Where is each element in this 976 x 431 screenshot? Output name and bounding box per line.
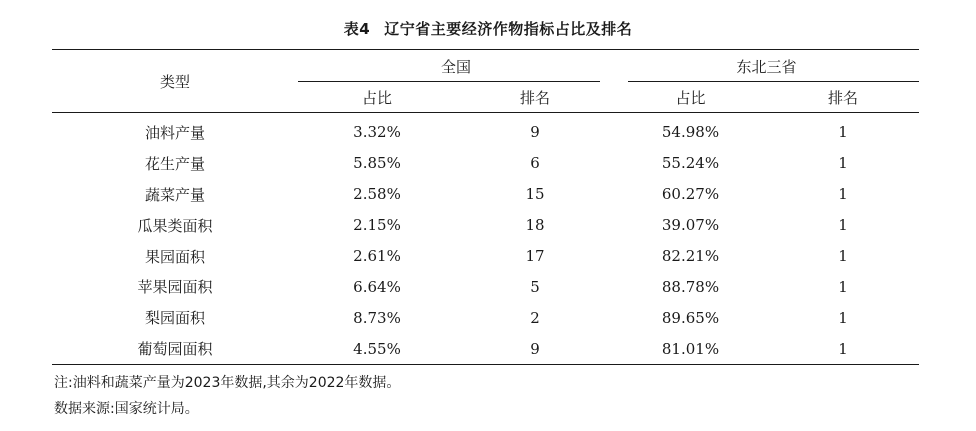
header-northeast-rank: 排名 — [767, 82, 919, 113]
header-group-national-label: 全国 — [440, 57, 471, 76]
national-share: 2.58% — [353, 185, 401, 204]
table-row — [52, 333, 919, 364]
northeast-rank: 1 — [838, 216, 848, 235]
northeast-share: 60.27% — [661, 185, 720, 204]
row-type: 瓜果类面积 — [137, 216, 213, 235]
northeast-share: 88.78% — [661, 277, 720, 296]
northeast-rank: 1 — [838, 339, 848, 358]
table-row — [52, 302, 919, 333]
national-share: 8.73% — [353, 308, 401, 327]
northeast-share: 89.65% — [661, 308, 720, 327]
northeast-rank: 1 — [838, 277, 848, 296]
header-northeast-share: 占比 — [614, 82, 767, 113]
header-national-share: 占比 — [298, 82, 456, 113]
national-share: 5.85% — [353, 154, 401, 173]
northeast-share: 54.98% — [661, 123, 720, 142]
header-group-national — [298, 50, 614, 83]
northeast-rank: 1 — [838, 247, 848, 265]
national-rank: 5 — [530, 277, 540, 296]
table-body — [52, 113, 919, 365]
national-share: 2.61% — [353, 247, 401, 265]
header-row-groups — [52, 50, 919, 83]
national-rank: 17 — [525, 247, 545, 265]
row-type: 油料产量 — [144, 123, 205, 142]
header-group-northeast — [614, 50, 919, 83]
northeast-rank: 1 — [838, 185, 848, 204]
header-group-northeast-rule — [628, 81, 919, 82]
national-share: 4.55% — [353, 339, 401, 358]
national-rank: 2 — [530, 308, 540, 327]
national-rank: 18 — [525, 216, 545, 235]
header-group-national-rule — [298, 81, 600, 82]
northeast-rank: 1 — [838, 308, 848, 327]
national-share: 3.32% — [353, 123, 401, 142]
header-national-rank: 排名 — [456, 82, 614, 113]
table-caption — [0, 18, 976, 39]
header-group-northeast-label: 东北三省 — [736, 57, 797, 76]
table-row — [52, 179, 919, 210]
data-source-note: 数据来源:国家统计局。 — [54, 401, 199, 417]
table-title: 辽宁省主要经济作物指标占比及排名 — [384, 20, 633, 38]
table-row — [52, 148, 919, 179]
table-row — [52, 241, 919, 272]
row-type: 蔬菜产量 — [144, 185, 205, 204]
national-rank: 15 — [525, 185, 545, 204]
national-rank: 9 — [530, 339, 540, 358]
row-type: 梨园面积 — [144, 309, 205, 328]
table-row — [52, 271, 919, 302]
row-type: 苹果园面积 — [137, 278, 213, 297]
national-rank: 9 — [530, 123, 540, 142]
national-rank: 6 — [530, 154, 540, 173]
row-type: 葡萄园面积 — [137, 340, 213, 359]
northeast-share: 82.21% — [661, 247, 720, 265]
table-row — [52, 113, 919, 148]
table-note: 注:油料和蔬菜产量为2023年数据,其余为2022年数据。 — [54, 375, 401, 391]
table-row — [52, 210, 919, 241]
national-share: 6.64% — [353, 277, 401, 296]
national-share: 2.15% — [353, 216, 401, 235]
northeast-share: 55.24% — [661, 154, 720, 173]
table-number: 表4 — [343, 20, 371, 38]
northeast-share: 39.07% — [661, 216, 720, 235]
crop-indicator-table — [52, 49, 919, 365]
northeast-rank: 1 — [838, 123, 848, 142]
northeast-share: 81.01% — [661, 339, 720, 358]
northeast-rank: 1 — [838, 154, 848, 173]
header-category: 类型 — [52, 50, 298, 113]
row-type: 果园面积 — [144, 247, 205, 266]
row-type: 花生产量 — [144, 154, 205, 173]
